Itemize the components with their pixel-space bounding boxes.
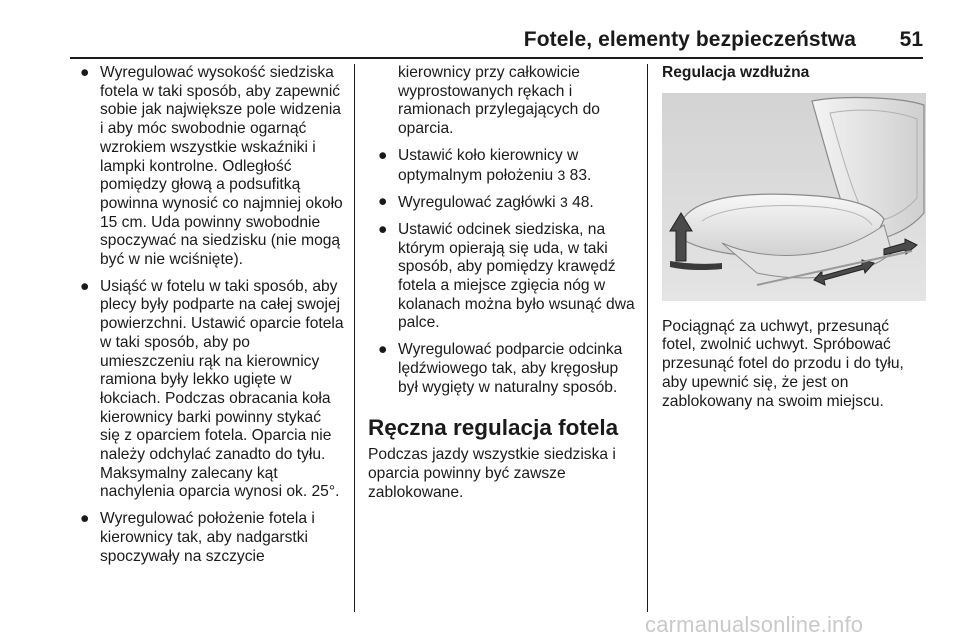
seat-adjustment-figure xyxy=(662,93,926,301)
section-text: Podczas jazdy wszystkie siedziska i oparcia powinny być zawsze zablokowane. xyxy=(368,446,616,501)
watermark: carmanualsonline.info xyxy=(645,612,864,637)
bullet-text: Wyregulować podparcie odcinka lędźwiowego tak, aby kręgosłup był wygięty w naturalny sposób. xyxy=(398,341,623,396)
bullet-item xyxy=(70,64,345,270)
bullet-text: Ustawić koło kierownicy w optymalnym położeniu xyxy=(398,146,579,184)
page-header-title: Fotele, elementy bezpieczeństwa xyxy=(523,28,856,51)
figure-caption: Pociągnąć za uchwyt, przesunąć fotel, zwolnić uchwyt. Spróbować przesunąć fotel do przodu i do tyłu, aby upewnić się, że jest on zablokowany na swoim miejscu. xyxy=(662,317,904,410)
bullet-dot: ● xyxy=(80,277,90,295)
bullet-item xyxy=(368,341,636,397)
column-divider-1 xyxy=(354,64,355,612)
bullet-dot: ● xyxy=(378,146,388,164)
page-number: 51 xyxy=(899,28,923,51)
bullet-text: Ustawić odcinek siedziska, na którym opierają się uda, w taki sposób, aby pomiędzy krawędź fotela a miejsce zgięcia nóg w kolanach można było wsunąć dwa palce. xyxy=(398,220,635,332)
column-3 xyxy=(662,64,926,411)
section-heading: Ręczna regulacja fotela xyxy=(368,415,619,441)
bullet-dot: ● xyxy=(80,64,90,81)
page-ref-arrow-icon: 3 xyxy=(557,166,566,183)
continued-text: kierownicy przy całkowicie wyprostowanych rękach i ramionach przylegających do oparcia. xyxy=(398,64,600,138)
column-1 xyxy=(70,64,345,574)
bullet-dot: ● xyxy=(378,193,388,211)
page-ref-arrow-icon: 3 xyxy=(559,194,568,211)
bullet-text: Wyregulować położenie fotela i kierownicy tak, aby nadgarstki spoczywały na szczycie xyxy=(100,510,315,565)
bullet-dot: ● xyxy=(378,341,388,359)
bullet-text: Wyregulować zagłówki xyxy=(398,194,556,212)
column-2 xyxy=(368,64,636,502)
bullet-text: Wyregulować wysokość siedziska fotela w taki sposób, aby zapewnić sobie jak największe pole widzenia i aby móc swobodnie ogarnąć wzrokiem wszystkie wskaźniki i lampki kontrolne. Odległość pomiędzy głową a podsufitką powinna wynosić co najmniej około 15 cm. Uda powinny swobodnie spoczywać na siedzisku (nie mogą być w nie wciśnięte). xyxy=(100,64,343,269)
column-divider-2 xyxy=(647,64,648,612)
bullet-dot: ● xyxy=(80,510,90,528)
page-ref-link[interactable]: 83. xyxy=(569,166,592,184)
bullet-item xyxy=(70,278,345,502)
bullet-item xyxy=(368,193,636,213)
header-rule xyxy=(70,57,923,59)
bullet-item xyxy=(368,147,636,185)
page-ref-link[interactable]: 48. xyxy=(572,194,594,212)
seat-illustration xyxy=(662,93,926,301)
bullet-dot: ● xyxy=(378,220,388,238)
subsection-heading: Regulacja wzdłużna xyxy=(662,64,810,81)
bullet-item xyxy=(368,221,636,333)
bullet-text: Usiąść w fotelu w taki sposób, aby plecy były podparte na całej swojej powierzchni. Ustawić oparcie fotela w taki sposób, aby po umieszczeniu rąk na kierownicy ramiona były lekko ugięte w łokciach. Podczas obracania koła kierownicy barki powinny stykać się z oparciem fotela. Oparcia nie należy odchylać zanadto do tyłu. Maksymalny zalecany kąt nachylenia oparcia wynosi ok. 25°. xyxy=(100,277,344,501)
bullet-item xyxy=(70,510,345,566)
